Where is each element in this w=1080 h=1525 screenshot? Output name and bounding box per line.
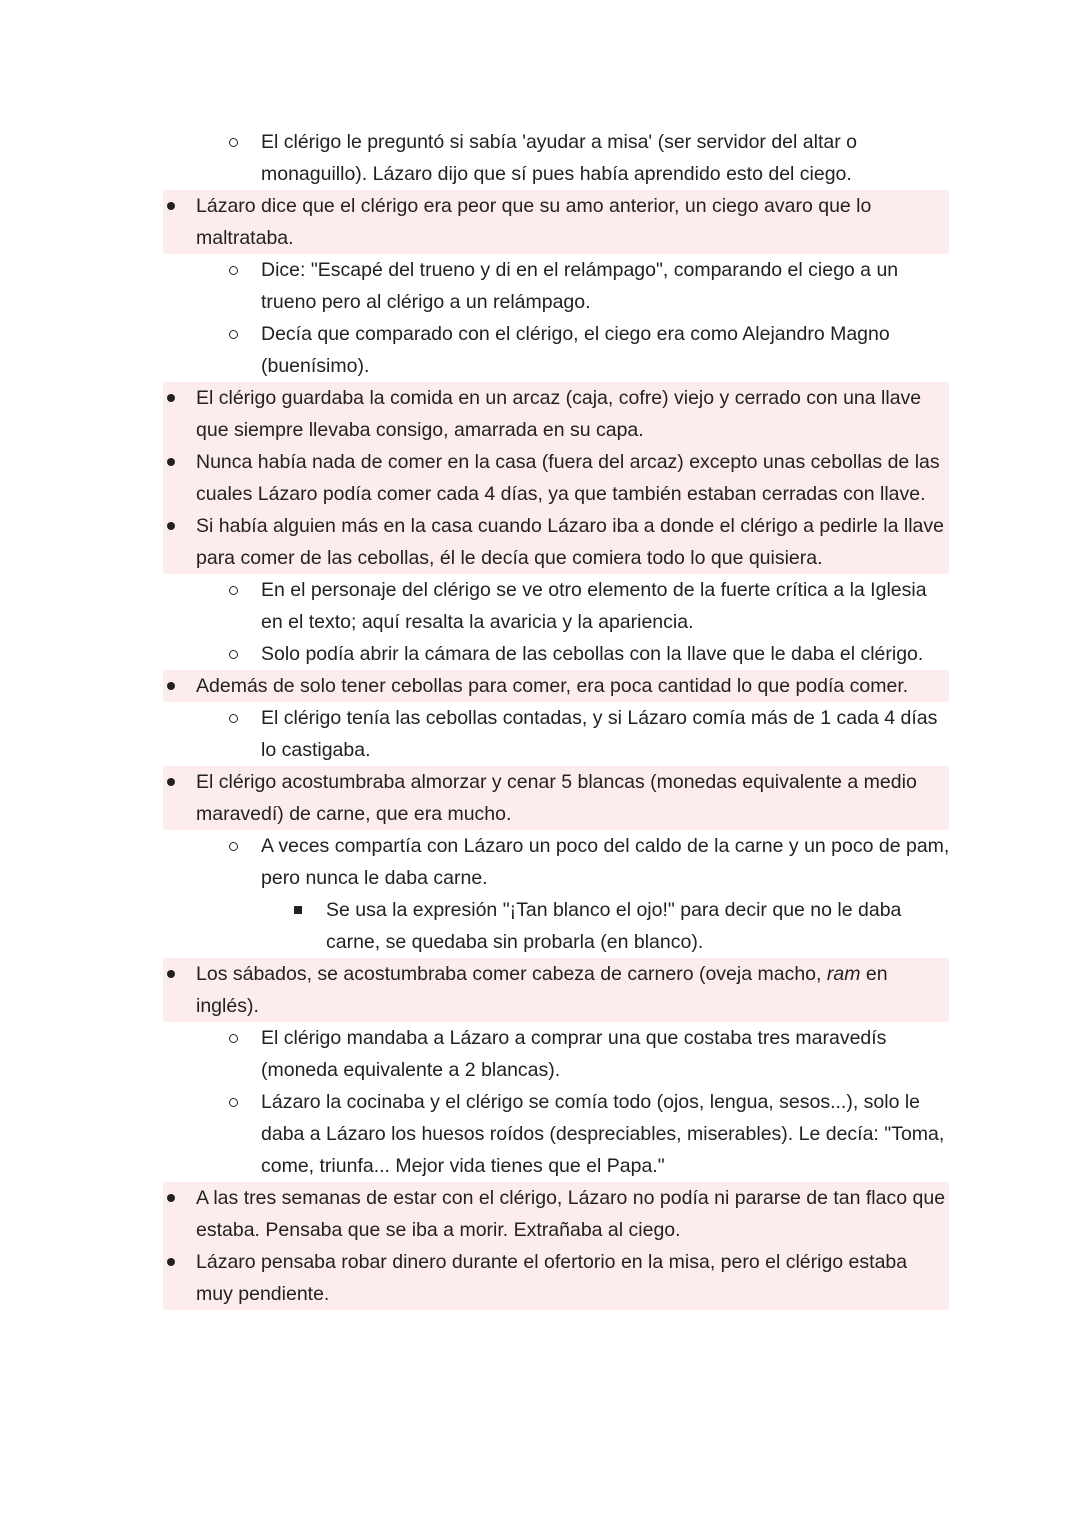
hollow-circle-icon xyxy=(225,1022,241,1054)
text-segment: en inglés). xyxy=(196,963,888,1017)
hollow-circle-icon xyxy=(225,318,241,350)
hollow-circle-icon xyxy=(225,1086,241,1118)
list-item-text: Decía que comparado con el clérigo, el ciego era como Alejandro Magno (buenísimo). xyxy=(261,323,890,377)
list-item-text: El clérigo acostumbraba almorzar y cenar 5 blancas (monedas equivalente a medio maravedí) de carne, que era mucho. xyxy=(196,771,917,825)
list-item xyxy=(261,638,951,670)
bullet-dot-icon xyxy=(163,446,179,478)
hollow-circle-icon xyxy=(225,574,241,606)
hollow-circle-icon xyxy=(225,830,241,862)
list-item xyxy=(261,254,951,318)
hollow-circle-icon xyxy=(225,126,241,158)
list-item xyxy=(261,1022,951,1086)
list-item-text: A las tres semanas de estar con el clérigo, Lázaro no podía ni pararse de tan flaco que estaba. Pensaba que se iba a morir. Extrañaba al ciego. xyxy=(196,1187,946,1241)
list-item xyxy=(261,126,951,190)
bullet-dot-icon xyxy=(163,1182,179,1214)
bullet-dot-icon xyxy=(163,382,179,414)
hollow-circle-icon xyxy=(225,254,241,286)
bullet-list xyxy=(0,126,1080,1310)
list-item xyxy=(261,318,951,382)
list-item-text: Lázaro dice que el clérigo era peor que su amo anterior, un ciego avaro que lo maltrataba. xyxy=(196,195,872,249)
bullet-dot-icon xyxy=(163,1246,179,1278)
list-item xyxy=(163,382,949,446)
list-item-text: Lázaro la cocinaba y el clérigo se comía todo (ojos, lengua, sesos...), solo le daba a Lázaro los huesos roídos (despreciables, miserables). Le decía: "Toma, come, triunfa... Mejor vida tienes que el Papa." xyxy=(261,1091,945,1177)
list-item-text: Solo podía abrir la cámara de las cebollas con la llave que le daba el clérigo. xyxy=(261,643,924,665)
list-item-text: Lázaro pensaba robar dinero durante el ofertorio en la misa, pero el clérigo estaba muy pendiente. xyxy=(196,1251,908,1305)
list-item xyxy=(163,446,949,510)
text-segment: Los sábados, se acostumbraba comer cabeza de carnero (oveja macho, xyxy=(196,963,827,985)
list-item xyxy=(163,190,949,254)
list-item-text xyxy=(163,958,949,1022)
bullet-dot-icon xyxy=(163,766,179,798)
list-item xyxy=(261,830,951,894)
list-item-text: Se usa la expresión "¡Tan blanco el ojo!" para decir que no le daba carne, se quedaba sin probarla (en blanco). xyxy=(326,899,902,953)
list-item xyxy=(163,510,949,574)
list-item-text: A veces compartía con Lázaro un poco del caldo de la carne y un poco de pam, pero nunca le daba carne. xyxy=(261,835,950,889)
list-item xyxy=(163,1182,949,1246)
list-item-text: El clérigo mandaba a Lázaro a comprar una que costaba tres maravedís (moneda equivalente a 2 blancas). xyxy=(261,1027,887,1081)
list-item-text: Si había alguien más en la casa cuando Lázaro iba a donde el clérigo a pedirle la llave para comer de las cebollas, él le decía que comiera todo lo que quisiera. xyxy=(196,515,944,569)
list-item xyxy=(163,670,949,702)
list-item xyxy=(261,574,951,638)
bullet-dot-icon xyxy=(163,958,179,990)
list-item-text: El clérigo tenía las cebollas contadas, y si Lázaro comía más de 1 cada 4 días lo castigaba. xyxy=(261,707,938,761)
list-item xyxy=(261,702,951,766)
list-item-text: Dice: "Escapé del trueno y di en el relámpago", comparando el ciego a un trueno pero al clérigo a un relámpago. xyxy=(261,259,899,313)
bullet-dot-icon xyxy=(163,510,179,542)
hollow-circle-icon xyxy=(225,702,241,734)
list-item xyxy=(163,766,949,830)
list-item-text: El clérigo guardaba la comida en un arcaz (caja, cofre) viejo y cerrado con una llave que siempre llevaba consigo, amarrada en su capa. xyxy=(196,387,922,441)
hollow-circle-icon xyxy=(225,638,241,670)
list-item-text: El clérigo le preguntó si sabía 'ayudar a misa' (ser servidor del altar o monaguillo). Lázaro dijo que sí pues había aprendido esto del ciego. xyxy=(261,131,857,185)
list-item xyxy=(326,894,951,958)
list-item-text: Además de solo tener cebollas para comer, era poca cantidad lo que podía comer. xyxy=(196,675,909,697)
bullet-dot-icon xyxy=(163,190,179,222)
list-item-text: En el personaje del clérigo se ve otro elemento de la fuerte crítica a la Iglesia en el texto; aquí resalta la avaricia y la apariencia. xyxy=(261,579,927,633)
bullet-dot-icon xyxy=(163,670,179,702)
list-item xyxy=(163,1246,949,1310)
list-item xyxy=(163,958,949,1022)
square-bullet-icon xyxy=(290,894,306,926)
list-item xyxy=(261,1086,951,1182)
italic-word: ram xyxy=(826,963,861,985)
list-item-text: Nunca había nada de comer en la casa (fuera del arcaz) excepto unas cebollas de las cuales Lázaro podía comer cada 4 días, ya que también estaban cerradas con llave. xyxy=(196,451,940,505)
